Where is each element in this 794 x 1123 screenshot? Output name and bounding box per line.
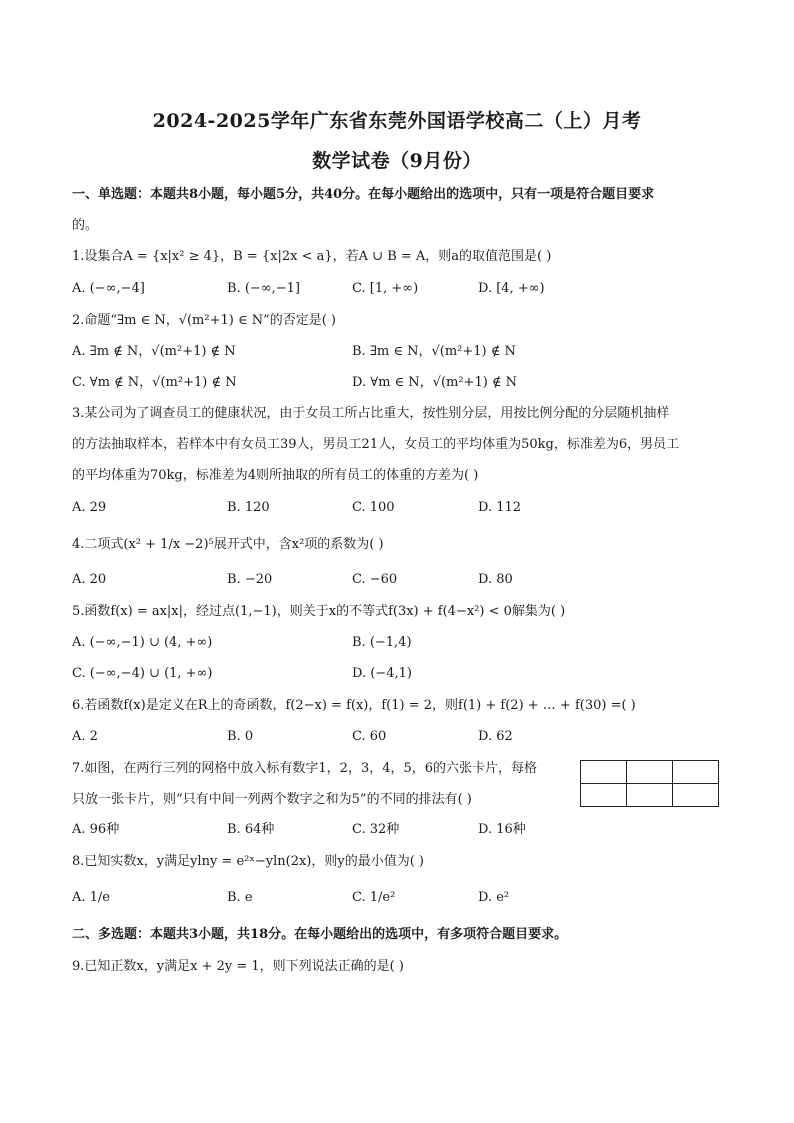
question-7-option-d: D. 16种 (478, 822, 526, 837)
question-2-option-a: A. ∃m ∉ N，√(m²+1) ∉ N (72, 344, 236, 359)
grid-cell (581, 761, 627, 784)
question-1-option-a: A. (−∞,−4] (72, 281, 145, 296)
question-6-option-c: C. 60 (352, 729, 387, 744)
question-8-option-c: C. 1/e² (352, 890, 396, 905)
question-5-option-d: D. (−4,1) (352, 666, 412, 681)
question-4-stem: 4.二项式(x² + 1/x −2)⁵展开式中，含x²项的系数为( ) (72, 537, 384, 552)
question-3-option-a: A. 29 (72, 500, 107, 515)
grid-cell (627, 784, 673, 807)
section-1-heading: 一、单选题：本题共8小题，每小题5分，共40分。在每小题给出的选项中，只有一项是符合题目要求 (72, 187, 655, 202)
question-1-option-b: B. (−∞,−1] (227, 281, 300, 296)
question-2-option-c: C. ∀m ∉ N，√(m²+1) ∉ N (72, 375, 237, 390)
exam-subtitle: 数学试卷（9月份） (312, 150, 482, 172)
question-5-option-b: B. (−1,4) (352, 635, 412, 650)
question-2-option-d: D. ∀m ∈ N，√(m²+1) ∉ N (352, 375, 518, 390)
grid-cell (581, 784, 627, 807)
question-8-stem: 8.已知实数x，y满足ylny = e²ˣ−yln(2x)，则y的最小值为( ) (72, 854, 425, 869)
question-3-stem-line-3: 的平均体重为70kg，标准差为4则所抽取的所有员工的体重的方差为( ) (72, 468, 479, 483)
question-7-option-a: A. 96种 (72, 822, 120, 837)
question-3-option-d: D. 112 (478, 500, 522, 515)
question-8-option-d: D. e² (478, 890, 510, 905)
question-6-option-b: B. 0 (227, 729, 254, 744)
question-8-option-a: A. 1/e (72, 890, 110, 905)
question-7-stem-line-1: 7.如图，在两行三列的网格中放入标有数字1，2，3，4，5，6的六张卡片，每格 (72, 761, 538, 776)
question-3-option-c: C. 100 (352, 500, 395, 515)
question-1-stem: 1.设集合A = {x|x² ≥ 4}，B = {x|2x < a}，若A ∪ B = A，则a的取值范围是( ) (72, 249, 552, 264)
question-6-option-a: A. 2 (72, 729, 98, 744)
question-6-stem: 6.若函数f(x)是定义在R上的奇函数，f(2−x) = f(x)，f(1) = 2，则f(1) + f(2) + … + f(30) =( ) (72, 698, 636, 713)
question-5-option-a: A. (−∞,−1) ∪ (4, +∞) (72, 635, 213, 650)
grid-cell (673, 784, 719, 807)
question-5-option-c: C. (−∞,−4) ∪ (1, +∞) (72, 666, 213, 681)
question-6-option-d: D. 62 (478, 729, 513, 744)
question-3-stem-line-2: 的方法抽取样本，若样本中有女员工39人，男员工21人，女员工的平均体重为50kg，标准差为6，男员工 (72, 437, 680, 452)
question-4-option-c: C. −60 (352, 572, 398, 587)
question-4-option-b: B. −20 (227, 572, 273, 587)
section-1-heading-cont: 的。 (72, 218, 99, 233)
question-2-stem: 2.命题“∃m ∈ N，√(m²+1) ∈ N”的否定是( ) (72, 313, 337, 328)
exam-title: 2024-2025学年广东省东莞外国语学校高二（上）月考 (152, 110, 642, 132)
question-7-option-b: B. 64种 (227, 822, 275, 837)
card-grid-figure (580, 760, 719, 807)
question-8-option-b: B. e (227, 890, 253, 905)
question-1-option-d: D. [4, +∞) (478, 281, 545, 296)
question-7-stem-line-2: 只放一张卡片，则“只有中间一列两个数字之和为5”的不同的排法有( ) (72, 792, 472, 807)
question-9-stem: 9.已知正数x，y满足x + 2y = 1，则下列说法正确的是( ) (72, 959, 404, 974)
question-3-option-b: B. 120 (227, 500, 270, 515)
grid-cell (627, 761, 673, 784)
question-5-stem: 5.函数f(x) = ax|x|，经过点(1,−1)，则关于x的不等式f(3x) + f(4−x²) < 0解集为( ) (72, 604, 566, 619)
grid-cell (673, 761, 719, 784)
question-1-option-c: C. [1, +∞) (352, 281, 419, 296)
question-3-stem-line-1: 3.某公司为了调查员工的健康状况，由于女员工所占比重大，按性别分层，用按比例分配的分层随机抽样 (72, 406, 670, 421)
section-2-heading: 二、多选题：本题共3小题，共18分。在每小题给出的选项中，有多项符合题目要求。 (72, 927, 568, 942)
question-7-option-c: C. 32种 (352, 822, 400, 837)
question-2-option-b: B. ∃m ∈ N，√(m²+1) ∉ N (352, 344, 516, 359)
question-4-option-d: D. 80 (478, 572, 513, 587)
question-4-option-a: A. 20 (72, 572, 107, 587)
